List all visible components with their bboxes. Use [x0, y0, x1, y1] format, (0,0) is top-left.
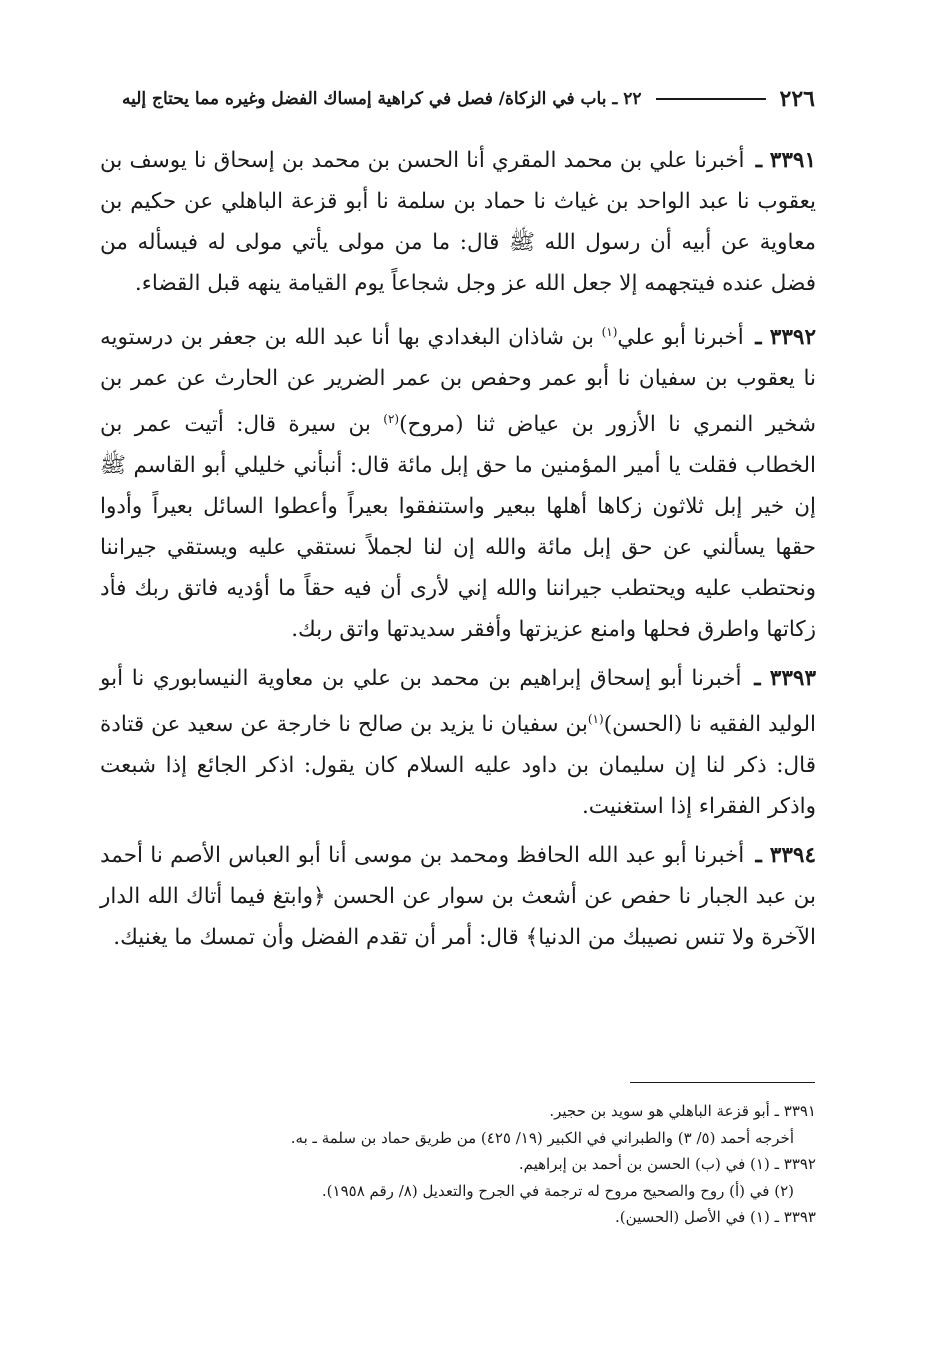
header-rule	[656, 98, 766, 100]
footnotes	[100, 1098, 816, 1231]
page-number: ٢٢٦	[779, 86, 815, 112]
hadith-number: ٣٣٩٤ ـ	[755, 843, 816, 869]
hadith-3391	[100, 140, 816, 304]
hadith-text: أخبرنا علي بن محمد المقري أنا الحسن بن محمد بن إسحاق نا يوسف بن يعقوب نا عبد الواحد بن غياث نا حماد بن سلمة نا أبو قزعة الباهلي عن حكيم بن معاوية عن أبيه أن رسول الله ﷺ قال: ما من مولى يأتي مولى له فيسأله من فضل عنده فيتجهمه إلا جعل الله عز وجل شجاعاً يوم القيامة ينهه قبل القضاء.	[100, 148, 816, 296]
hadith-text-part: بن سيرة قال: أتيت عمر بن الخطاب فقلت يا أمير المؤمنين ما حق إبل مائة قال: أنبأني خليلي أبو القاسم ﷺ إن خير إبل ثلاثون زكاها أهلها ببعير واستنفقوا بعيراً وأعطوا السائل بعيراً وأدوا حقها يسألني عن حق إبل مائة والله إن لنا لجملاً نستقي عليه ويستقي جيراننا ونحتطب عليه ويحتطب جيراننا والله إني لأرى أن فيه حقاً ما أؤديه فاتق ربك فأد زكاتها واطرق فحلها وامنع عزيزتها وأفقر سديدتها واتق ربك.	[100, 412, 816, 643]
hadith-text: أخبرنا أبو عبد الله الحافظ ومحمد بن موسى أنا أبو العباس الأصم نا أحمد بن عبد الجبار نا حفص عن أشعث بن سوار عن الحسن ﴿وابتغ فيما أتاك الله الدار الآخرة ولا تنس نصيبك من الدنيا﴾ قال: أمر أن تقدم الفضل وأن تمسك ما يغنيك.	[100, 843, 816, 951]
hadith-text-part: بن سفيان نا يزيد بن صالح نا خارجة عن سعيد عن قتادة قال: ذكر لنا إن سليمان بن داود عليه السلام كان يقول: اذكر الجائع إذا شبعت واذكر الفقراء إذا استغنيت.	[100, 712, 816, 820]
page-header	[100, 84, 815, 114]
footnote-line: ٣٣٩٣ ـ (١) في الأصل (الحسين).	[615, 1208, 816, 1226]
footnote-marker: (٢)	[383, 412, 400, 427]
hadith-number: ٣٣٩١ ـ	[755, 148, 816, 173]
footnote-separator	[630, 1082, 815, 1083]
footnote-line: ٣٣٩٢ ـ (١) في (ب) الحسن بن أحمد بن إبراهيم.	[518, 1155, 816, 1173]
hadith-3392	[100, 312, 816, 650]
main-text	[100, 140, 816, 966]
footnote-marker: (١)	[601, 325, 618, 339]
hadith-text	[100, 325, 816, 642]
hadith-number: ٣٣٩٣ ـ	[754, 666, 816, 692]
hadith-3393	[100, 658, 816, 827]
running-title: ٢٢ ـ باب في الزكاة/ فصل في كراهية إمساك الفضل وغيره مما يحتاج إليه	[121, 89, 642, 109]
footnote-line: أخرجه أحمد (٥/ ٣) والطبراني في الكبير (١٩/ ٤٢٥) من طريق حماد بن سلمة ـ به.	[290, 1128, 794, 1147]
footnote-line: ٣٣٩١ ـ أبو قزعة الباهلي هو سويد بن حجير.	[549, 1102, 816, 1120]
hadith-text-part: أخبرنا أبو إسحاق إبراهيم بن محمد بن علي بن معاوية النيسابوري نا أبو الوليد الفقيه نا (الحسن)	[100, 666, 816, 738]
footnote-marker: (١)	[587, 712, 604, 727]
hadith-text-part: بن شاذان البغدادي بها أنا عبد الله بن جعفر بن درستويه نا يعقوب بن سفيان نا أبو عمر وحفص بن عمر الضرير عن الحارث عن عمر بن شخير النمري نا الأزور بن عياض ثنا (مروح)	[100, 325, 816, 438]
hadith-text	[100, 666, 816, 819]
hadith-number: ٣٣٩٢ ـ	[755, 325, 816, 351]
footnote-line: (٢) في (أ) روح والصحيح مروح له ترجمة في الجرح والتعديل (٨/ رقم ١٩٥٨).	[321, 1181, 794, 1200]
hadith-3394	[100, 835, 816, 958]
hadith-text-part: أخبرنا أبو علي	[617, 325, 744, 351]
